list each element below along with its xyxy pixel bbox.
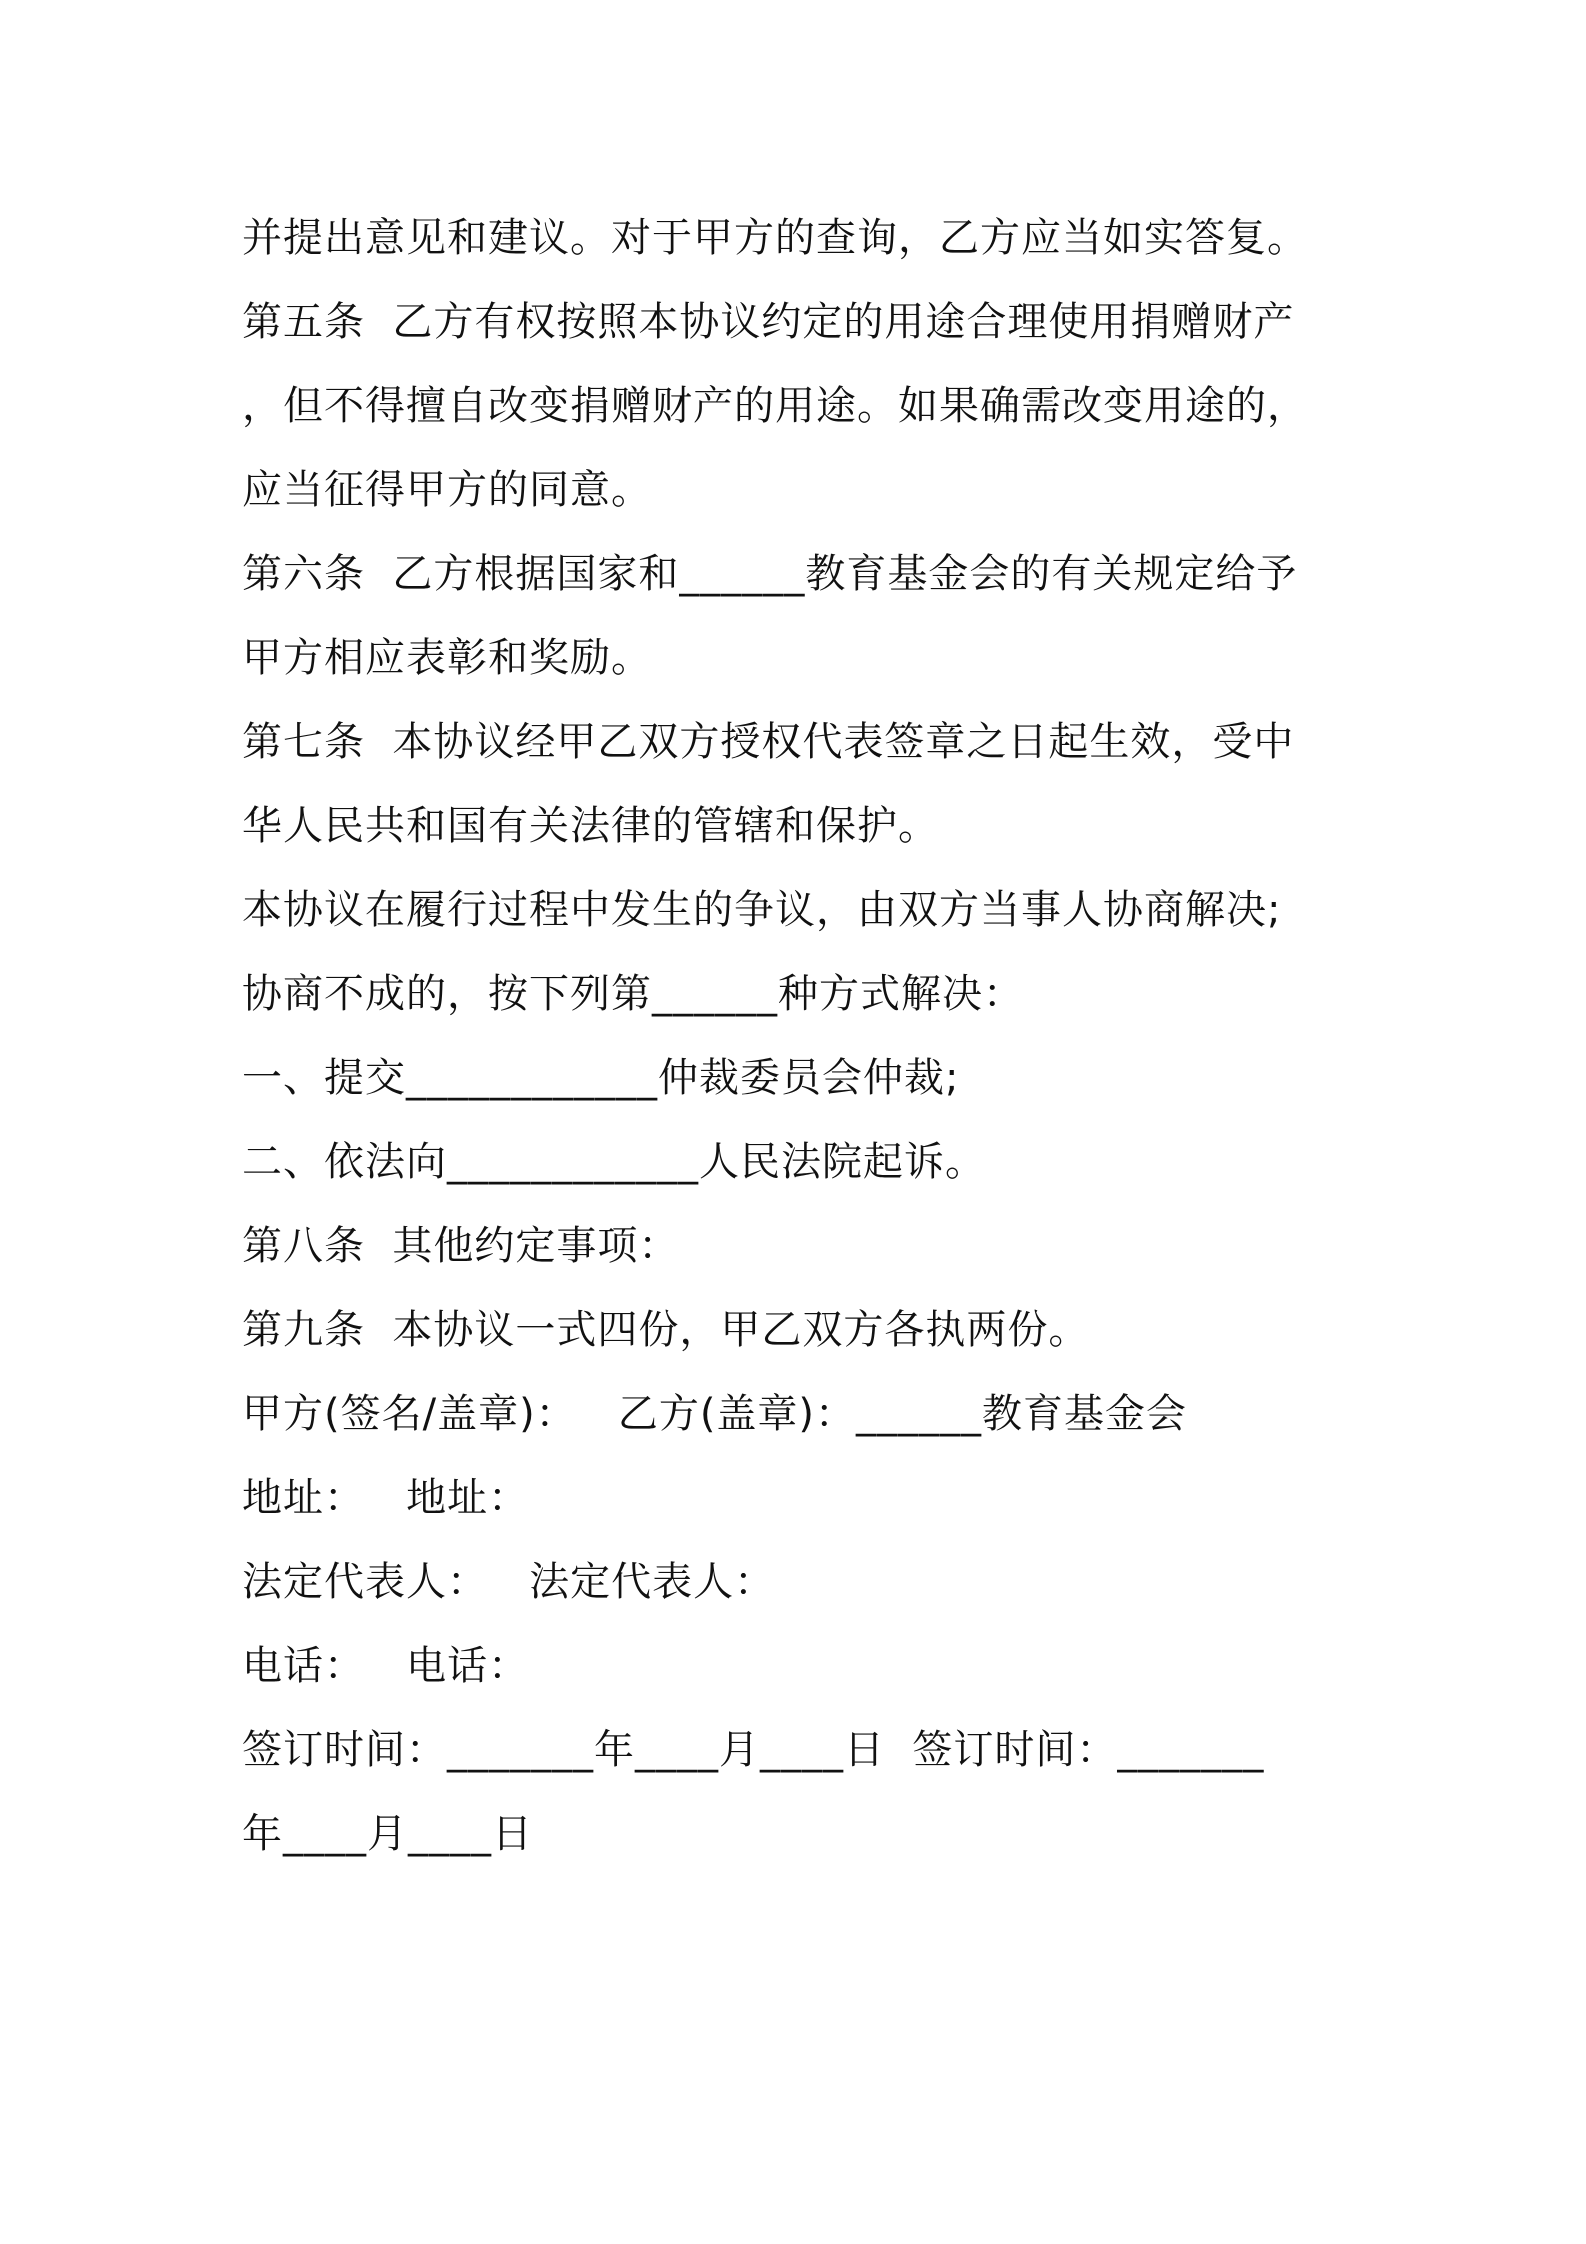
phone-line: 电话： 电话： [242, 1643, 530, 1689]
text-line: 第六条 乙方根据国家和______教育基金会的有关规定给予 [242, 551, 1298, 597]
text-line: 二、依法向____________人民法院起诉。 [242, 1139, 986, 1185]
signing-date-line: 签订时间：_______年____月____日 签订时间：_______ [242, 1727, 1265, 1773]
text-line: 协商不成的，按下列第______种方式解决： [242, 971, 1024, 1017]
text-line: ，但不得擅自改变捐赠财产的用途。如果确需改变用途的， [242, 383, 1308, 429]
text-line: 第九条 本协议一式四份，甲乙双方各执两份。 [242, 1307, 1090, 1353]
text-line: 第五条 乙方有权按照本协议约定的用途合理使用捐赠财产 [242, 299, 1295, 345]
signature-party-line: 甲方(签名/盖章)： 乙方(盖章)：______教育基金会 [242, 1391, 1188, 1437]
address-line: 地址： 地址： [242, 1475, 530, 1521]
text-line: 一、提交____________仲裁委员会仲裁; [242, 1055, 960, 1101]
text-line: 第八条 其他约定事项： [242, 1223, 680, 1269]
text-line: 并提出意见和建议。对于甲方的查询，乙方应当如实答复。 [242, 215, 1308, 261]
text-line: 本协议在履行过程中发生的争议，由双方当事人协商解决; [242, 887, 1282, 933]
text-line: 甲方相应表彰和奖励。 [242, 635, 652, 681]
text-line: 应当征得甲方的同意。 [242, 467, 652, 513]
text-line: 华人民共和国有关法律的管辖和保护。 [242, 803, 939, 849]
signing-date-line-continued: 年____月____日 [242, 1811, 533, 1857]
text-line: 第七条 本协议经甲乙双方授权代表签章之日起生效，受中 [242, 719, 1295, 765]
legal-representative-line: 法定代表人： 法定代表人： [242, 1559, 776, 1605]
document-body [242, 196, 1362, 1876]
